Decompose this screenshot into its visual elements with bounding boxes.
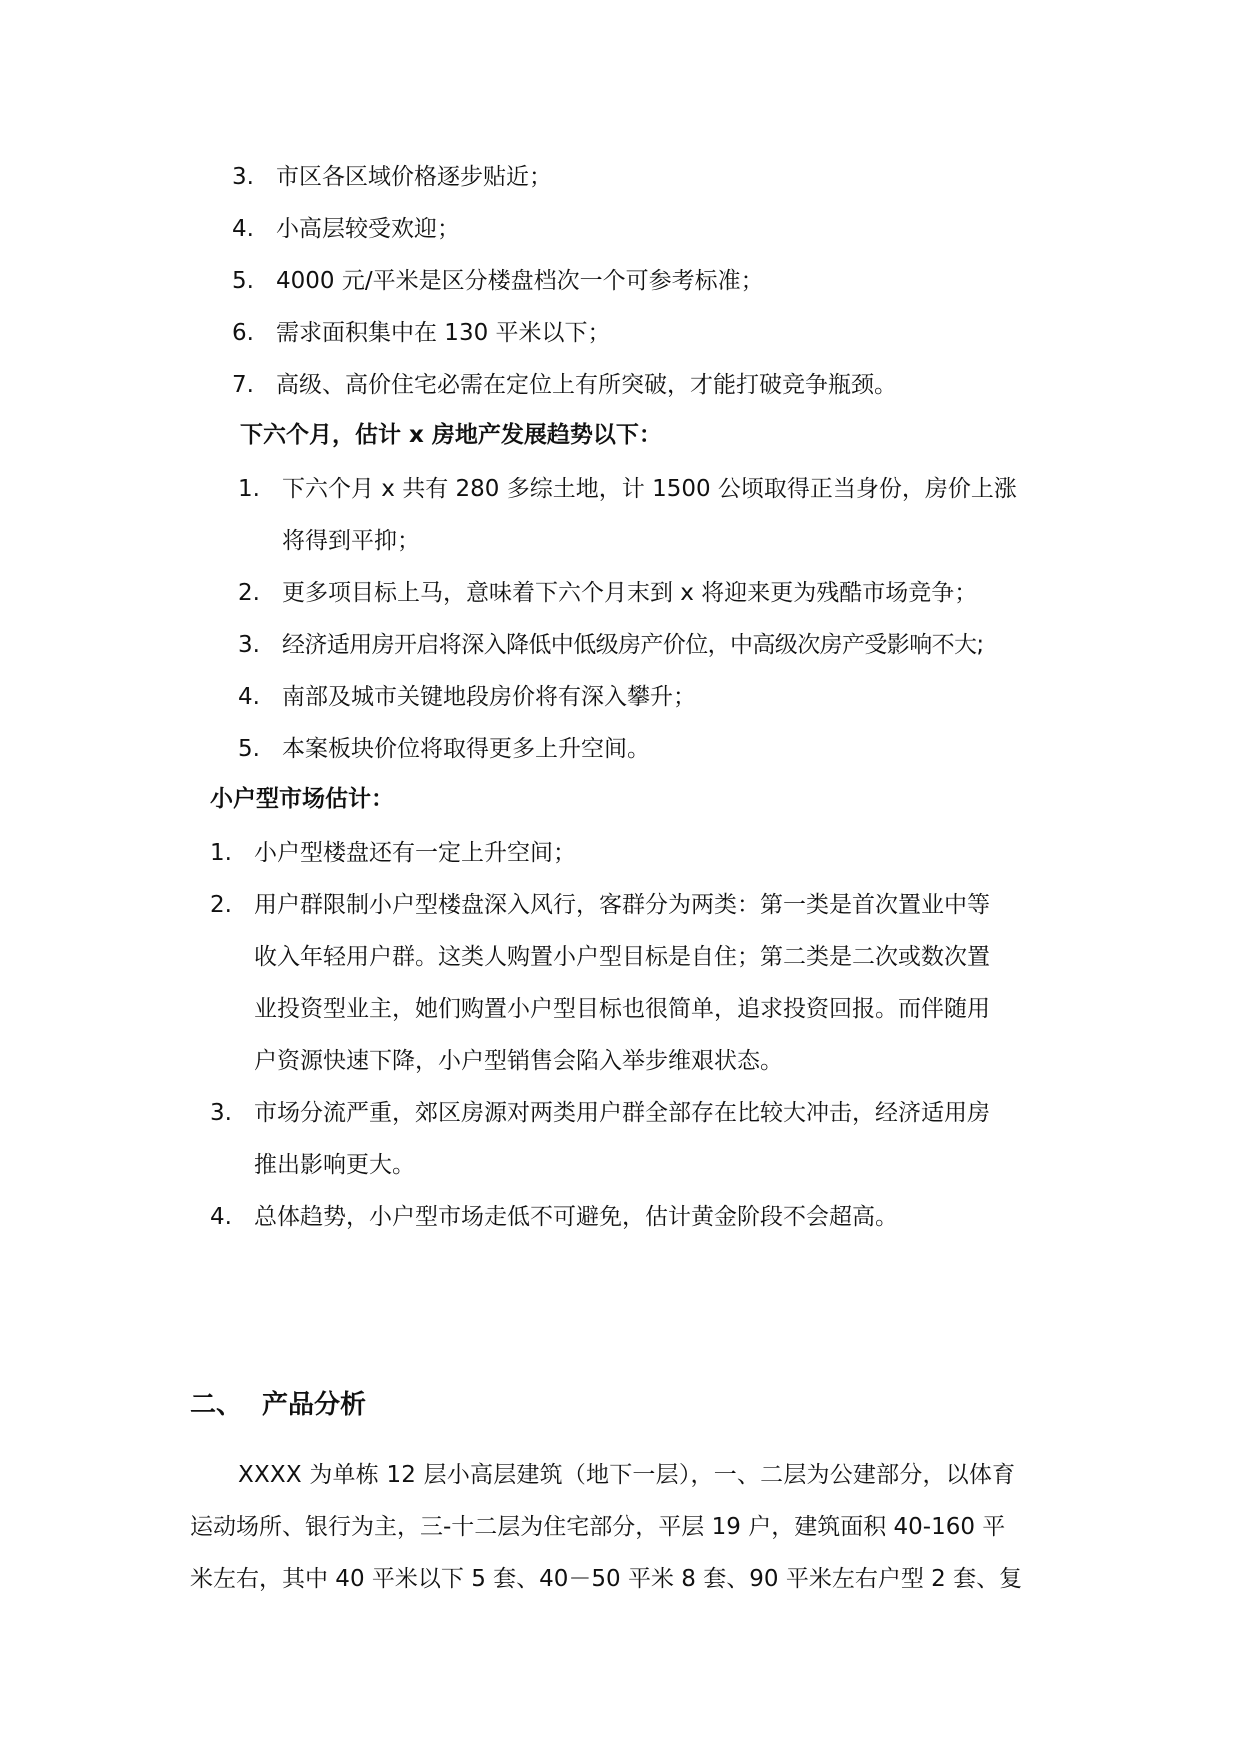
- list-item-continuation: 将得到平抑；: [282, 528, 420, 554]
- list-item-number: 1.: [238, 476, 260, 502]
- forecast-heading: 下六个月，估计 x 房地产发展趋势以下：: [240, 422, 662, 448]
- list-item-number: 7.: [232, 372, 254, 398]
- section-number: 二、: [190, 1390, 243, 1420]
- list-item-number: 2.: [210, 892, 232, 918]
- list-item: 总体趋势，小户型市场走低不可避免，估计黄金阶段不会超高。: [254, 1204, 898, 1230]
- section-title: 产品分析: [262, 1390, 367, 1420]
- list-item-number: 5.: [232, 268, 254, 294]
- list-item-continuation: 收入年轻用户群。这类人购置小户型目标是自住；第二类是二次或数次置: [254, 944, 990, 970]
- list-item: 需求面积集中在 130 平米以下；: [276, 320, 611, 346]
- list-item: 经济适用房开启将深入降低中低级房产价位，中高级次房产受影响不大;: [282, 632, 984, 658]
- paragraph-line: 运动场所、银行为主，三-十二层为住宅部分，平层 19 户，建筑面积 40-160 平: [190, 1514, 1006, 1540]
- list-item-number: 4.: [210, 1204, 232, 1230]
- small-units-heading: 小户型市场估计：: [210, 786, 394, 812]
- list-item: 小户型楼盘还有一定上升空间；: [254, 840, 576, 866]
- list-item: 4000 元/平米是区分楼盘档次一个可参考标准；: [276, 268, 764, 294]
- list-item: 用户群限制小户型楼盘深入风行，客群分为两类：第一类是首次置业中等: [254, 892, 990, 918]
- list-item: 高级、高价住宅必需在定位上有所突破，才能打破竞争瓶颈。: [276, 372, 897, 398]
- list-item: 市区各区域价格逐步贴近；: [276, 164, 552, 190]
- list-item-number: 1.: [210, 840, 232, 866]
- paragraph-line: 米左右，其中 40 平米以下 5 套、40－50 平米 8 套、90 平米左右户型 2 套、复: [190, 1566, 1023, 1592]
- list-item: 南部及城市关键地段房价将有深入攀升；: [282, 684, 696, 710]
- list-item-number: 4.: [232, 216, 254, 242]
- list-item: 下六个月 x 共有 280 多综土地，计 1500 公顷取得正当身份，房价上涨: [282, 476, 1017, 502]
- list-item-continuation: 业投资型业主，她们购置小户型目标也很简单，追求投资回报。而伴随用: [254, 996, 990, 1022]
- list-item-number: 4.: [238, 684, 260, 710]
- list-item: 小高层较受欢迎；: [276, 216, 460, 242]
- list-item: 市场分流严重，郊区房源对两类用户群全部存在比较大冲击，经济适用房: [254, 1100, 990, 1126]
- paragraph-line: XXXX 为单栋 12 层小高层建筑（地下一层），一、二层为公建部分，以体育: [238, 1462, 1016, 1488]
- list-item: 更多项目标上马，意味着下六个月末到 x 将迎来更为残酷市场竞争；: [282, 580, 978, 606]
- list-item-number: 5.: [238, 736, 260, 762]
- list-item-number: 3.: [238, 632, 260, 658]
- list-item-continuation: 户资源快速下降，小户型销售会陷入举步维艰状态。: [254, 1048, 783, 1074]
- list-item-number: 3.: [210, 1100, 232, 1126]
- list-item-number: 3.: [232, 164, 254, 190]
- list-item-number: 2.: [238, 580, 260, 606]
- list-item: 本案板块价位将取得更多上升空间。: [282, 736, 650, 762]
- list-item-continuation: 推出影响更大。: [254, 1152, 415, 1178]
- list-item-number: 6.: [232, 320, 254, 346]
